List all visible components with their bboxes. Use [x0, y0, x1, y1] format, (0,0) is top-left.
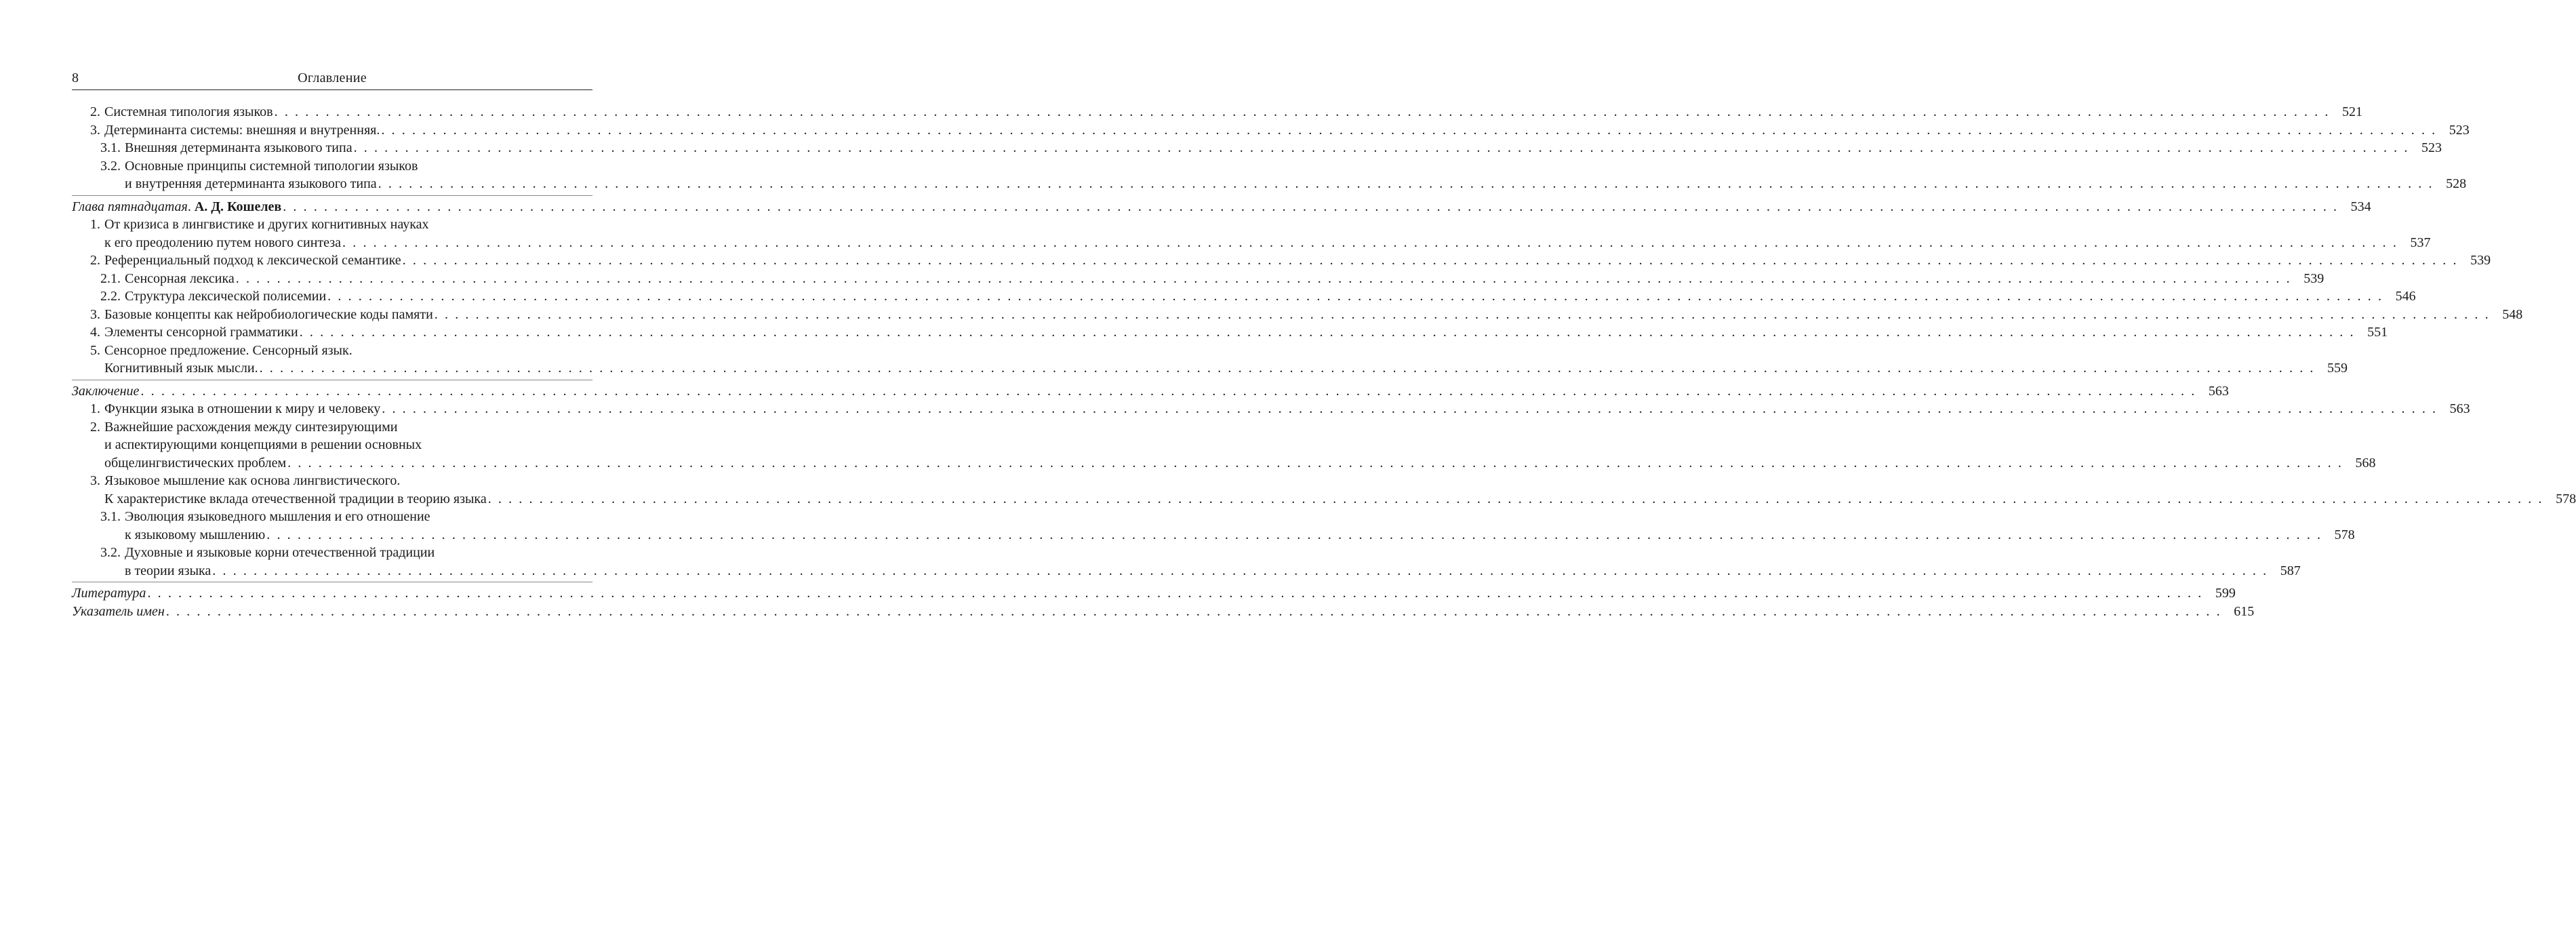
- toc-number: 5.: [90, 342, 100, 358]
- dot-leader: . . . . . . . . . . . . . . . . . . . . . . . . . . . . . . . . . . . . . . . . . . . . . . . . . . . . . . . . . . . . . . . . . . . . . . . . . . . . . . . . . . . . . . . . . . . . . . . . . . . . . . . . . . . . . . . . . . . . . . . . . . . . . . . . . . . . . . . . . . . . . . . . . . . . . . . . . . . . . . . . . . . . . . . . . . . . . . . . . . . . . . . . . . . . . . . . . . . . . . . .: [165, 603, 2222, 619]
- dot-leader: . . . . . . . . . . . . . . . . . . . . . . . . . . . . . . . . . . . . . . . . . . . . . . . . . . . . . . . . . . . . . . . . . . . . . . . . . . . . . . . . . . . . . . . . . . . . . . . . . . . . . . . . . . . . . . . . . . . . . . . . . . . . . . . . . . . . . . . . . . . . . . . . . . . . . . . . . . . . . . . . . . . . . . . . . . . . . . . . . . . . . . . . . . . . . . . . . . . . . . . .: [342, 235, 2398, 250]
- toc-page-number: 559: [2327, 361, 2348, 376]
- toc-chapter: [72, 584, 146, 603]
- page-number: 8: [72, 71, 79, 85]
- toc-line: [72, 342, 592, 360]
- dot-leader: . . . . . . . . . . . . . . . . . . . . . . . . . . . . . . . . . . . . . . . . . . . . . . . . . . . . . . . . . . . . . . . . . . . . . . . . . . . . . . . . . . . . . . . . . . . . . . . . . . . . . . . . . . . . . . . . . . . . . . . . . . . . . . . . . . . . . . . . . . . . . . . . . . . . . . . . . . . . . . . . . . . . . . . . . . . . . . . . . . . . . . . . . . . . . . . . . . . . . . . .: [402, 253, 2459, 268]
- toc-text: к его преодолению путем нового синтеза: [104, 235, 342, 250]
- toc-line: [72, 508, 592, 526]
- dot-leader: . . . . . . . . . . . . . . . . . . . . . . . . . . . . . . . . . . . . . . . . . . . . . . . . . . . . . . . . . . . . . . . . . . . . . . . . . . . . . . . . . . . . . . . . . . . . . . . . . . . . . . . . . . . . . . . . . . . . . . . . . . . . . . . . . . . . . . . . . . . . . . . . . . . . . . . . . . . . . . . . . . . . . . . . . . . . . . . . . . . . . . . . . . . . . . . . . . . . . . . .: [487, 491, 2544, 506]
- toc-number: 2.1.: [100, 271, 121, 286]
- toc-text: Важнейшие расхождения между синтезирующими: [104, 419, 398, 435]
- toc-number: 2.: [90, 104, 100, 119]
- toc-line: [72, 436, 592, 454]
- dot-leader: . . . . . . . . . . . . . . . . . . . . . . . . . . . . . . . . . . . . . . . . . . . . . . . . . . . . . . . . . . . . . . . . . . . . . . . . . . . . . . . . . . . . . . . . . . . . . . . . . . . . . . . . . . . . . . . . . . . . . . . . . . . . . . . . . . . . . . . . . . . . . . . . . . . . . . . . . . . . . . . . . . . . . . . . . . . . . . . . . . . . . . . . . . . . . . . . . . . . . . . .: [283, 199, 2339, 214]
- toc-line: [72, 323, 2388, 342]
- chapter-separator: .: [187, 199, 195, 214]
- toc-entry: [72, 603, 2255, 621]
- dot-leader: . . . . . . . . . . . . . . . . . . . . . . . . . . . . . . . . . . . . . . . . . . . . . . . . . . . . . . . . . . . . . . . . . . . . . . . . . . . . . . . . . . . . . . . . . . . . . . . . . . . . . . . . . . . . . . . . . . . . . . . . . . . . . . . . . . . . . . . . . . . . . . . . . . . . . . . . . . . . . . . . . . . . . . . . . . . . . . . . . . . . . . . . . . . . . . . . . . . . . . . .: [434, 306, 2491, 322]
- toc-number: 2.: [90, 253, 100, 268]
- running-title: Оглавление: [298, 71, 367, 85]
- toc-page-number: 548: [2502, 306, 2523, 322]
- section-divider: [72, 195, 592, 196]
- toc-text: к языковому мышлению: [125, 527, 266, 542]
- toc-text: Языковое мышление как основа лингвистического.: [104, 473, 401, 488]
- table-of-contents: [72, 103, 2576, 620]
- toc-text: Детерминанта системы: внешняя и внутренняя.: [104, 122, 380, 138]
- toc-text: Референциальный подход к лексической семантике: [104, 253, 401, 268]
- toc-number: 2.: [90, 419, 100, 435]
- toc-chapter: [72, 198, 281, 216]
- toc-page-number: 537: [2410, 235, 2431, 250]
- toc-entry: [72, 584, 2236, 603]
- toc-text: Внешняя детерминанта языкового типа: [125, 140, 353, 155]
- dot-leader: . . . . . . . . . . . . . . . . . . . . . . . . . . . . . . . . . . . . . . . . . . . . . . . . . . . . . . . . . . . . . . . . . . . . . . . . . . . . . . . . . . . . . . . . . . . . . . . . . . . . . . . . . . . . . . . . . . . . . . . . . . . . . . . . . . . . . . . . . . . . . . . . . . . . . . . . . . . . . . . . . . . . . . . . . . . . . . . . . . . . . . . . . . . . . . . . . . . . . . . .: [266, 527, 2322, 542]
- toc-line: [72, 103, 2363, 121]
- toc-entry: [72, 139, 2442, 157]
- toc-text: Структура лексической полисемии: [125, 289, 327, 304]
- toc-entry: [72, 418, 2376, 473]
- toc-line: [72, 270, 2325, 288]
- toc-chapter: [72, 603, 165, 621]
- toc-page-number: 521: [2342, 104, 2363, 119]
- toc-number: 1.: [90, 401, 100, 416]
- toc-page-number: 539: [2303, 271, 2325, 286]
- toc-text: Базовые концепты как нейробиологические коды памяти: [104, 306, 433, 322]
- dot-leader: . . . . . . . . . . . . . . . . . . . . . . . . . . . . . . . . . . . . . . . . . . . . . . . . . . . . . . . . . . . . . . . . . . . . . . . . . . . . . . . . . . . . . . . . . . . . . . . . . . . . . . . . . . . . . . . . . . . . . . . . . . . . . . . . . . . . . . . . . . . . . . . . . . . . . . . . . . . . . . . . . . . . . . . . . . . . . . . . . . . . . . . . . . . . . . . . . . . . . . . .: [235, 271, 2292, 286]
- toc-chapter: [72, 382, 139, 401]
- toc-entry: [72, 287, 2416, 306]
- toc-line: [72, 526, 2355, 544]
- toc-text: Основные принципы системной типологии языков: [125, 158, 418, 174]
- toc-line: [72, 418, 592, 437]
- dot-leader: . . . . . . . . . . . . . . . . . . . . . . . . . . . . . . . . . . . . . . . . . . . . . . . . . . . . . . . . . . . . . . . . . . . . . . . . . . . . . . . . . . . . . . . . . . . . . . . . . . . . . . . . . . . . . . . . . . . . . . . . . . . . . . . . . . . . . . . . . . . . . . . . . . . . . . . . . . . . . . . . . . . . . . . . . . . . . . . . . . . . . . . . . . . . . . . . . . . . . . . .: [381, 122, 2437, 138]
- toc-text: в теории языка: [125, 563, 212, 578]
- toc-page-number: 539: [2470, 253, 2491, 268]
- toc-line: [72, 234, 2431, 252]
- toc-line: [72, 306, 2523, 324]
- chapter-title: Заключение: [72, 383, 140, 399]
- dot-leader: . . . . . . . . . . . . . . . . . . . . . . . . . . . . . . . . . . . . . . . . . . . . . . . . . . . . . . . . . . . . . . . . . . . . . . . . . . . . . . . . . . . . . . . . . . . . . . . . . . . . . . . . . . . . . . . . . . . . . . . . . . . . . . . . . . . . . . . . . . . . . . . . . . . . . . . . . . . . . . . . . . . . . . . . . . . . . . . . . . . . . . . . . . . . . . . . . . . . . . . .: [147, 586, 2203, 601]
- toc-entry: [72, 306, 2523, 324]
- toc-text: Когнитивный язык мысли.: [104, 361, 258, 376]
- toc-line: [72, 562, 2301, 580]
- toc-text: и внутренняя детерминанта языкового типа: [125, 176, 377, 191]
- toc-text: От кризиса в лингвистике и других когнитивных науках: [104, 217, 429, 232]
- dot-leader: . . . . . . . . . . . . . . . . . . . . . . . . . . . . . . . . . . . . . . . . . . . . . . . . . . . . . . . . . . . . . . . . . . . . . . . . . . . . . . . . . . . . . . . . . . . . . . . . . . . . . . . . . . . . . . . . . . . . . . . . . . . . . . . . . . . . . . . . . . . . . . . . . . . . . . . . . . . . . . . . . . . . . . . . . . . . . . . . . . . . . . . . . . . . . . . . . . . . . . . .: [259, 361, 2315, 376]
- toc-line: [72, 490, 2576, 508]
- toc-entry: [72, 544, 2301, 580]
- toc-line: [72, 139, 2442, 157]
- header-rule: [72, 89, 592, 90]
- toc-entry: [72, 342, 2348, 378]
- toc-number: 3.: [90, 306, 100, 322]
- toc-page-number: 599: [2215, 586, 2236, 601]
- toc-entry: [72, 252, 2491, 270]
- toc-text: и аспектирующими концепциями в решении основных: [104, 437, 422, 452]
- toc-line: [72, 584, 2236, 603]
- toc-line: [72, 544, 592, 562]
- toc-text: Функции языка в отношении к миру и человеку: [104, 401, 381, 416]
- dot-leader: . . . . . . . . . . . . . . . . . . . . . . . . . . . . . . . . . . . . . . . . . . . . . . . . . . . . . . . . . . . . . . . . . . . . . . . . . . . . . . . . . . . . . . . . . . . . . . . . . . . . . . . . . . . . . . . . . . . . . . . . . . . . . . . . . . . . . . . . . . . . . . . . . . . . . . . . . . . . . . . . . . . . . . . . . . . . . . . . . . . . . . . . . . . . . . . . . . . . . . . .: [299, 325, 2356, 340]
- toc-entry: [72, 508, 2355, 544]
- toc-number: 3.: [90, 473, 100, 488]
- toc-entry: [72, 323, 2388, 342]
- dot-leader: . . . . . . . . . . . . . . . . . . . . . . . . . . . . . . . . . . . . . . . . . . . . . . . . . . . . . . . . . . . . . . . . . . . . . . . . . . . . . . . . . . . . . . . . . . . . . . . . . . . . . . . . . . . . . . . . . . . . . . . . . . . . . . . . . . . . . . . . . . . . . . . . . . . . . . . . . . . . . . . . . . . . . . . . . . . . . . . . . . . . . . . . . . . . . . . . . . . . . . . .: [353, 140, 2409, 155]
- dot-leader: . . . . . . . . . . . . . . . . . . . . . . . . . . . . . . . . . . . . . . . . . . . . . . . . . . . . . . . . . . . . . . . . . . . . . . . . . . . . . . . . . . . . . . . . . . . . . . . . . . . . . . . . . . . . . . . . . . . . . . . . . . . . . . . . . . . . . . . . . . . . . . . . . . . . . . . . . . . . . . . . . . . . . . . . . . . . . . . . . . . . . . . . . . . . . . . . . . . . . . . .: [140, 383, 2196, 399]
- toc-text: общелингвистических проблем: [104, 455, 287, 470]
- toc-line: [72, 400, 2470, 418]
- running-header: [72, 71, 592, 91]
- toc-text: Элементы сенсорной грамматики: [104, 325, 298, 340]
- toc-page-number: 568: [2355, 455, 2376, 470]
- toc-line: [72, 175, 2467, 193]
- toc-number: 3.1.: [100, 140, 121, 155]
- toc-page-number: 563: [2208, 383, 2229, 399]
- toc-text: Сенсорное предложение. Сенсорный язык.: [104, 342, 353, 358]
- toc-number: 3.2.: [100, 158, 121, 174]
- toc-entry: [72, 121, 2470, 140]
- toc-line: [72, 382, 2229, 401]
- toc-line: [72, 454, 2376, 473]
- toc-line: [72, 359, 2348, 378]
- toc-number: 4.: [90, 325, 100, 340]
- toc-page-number: 523: [2421, 140, 2442, 155]
- toc-number: 3.2.: [100, 545, 121, 560]
- toc-page-number: 534: [2350, 199, 2371, 214]
- toc-text: Системная типология языков: [104, 104, 273, 119]
- dot-leader: . . . . . . . . . . . . . . . . . . . . . . . . . . . . . . . . . . . . . . . . . . . . . . . . . . . . . . . . . . . . . . . . . . . . . . . . . . . . . . . . . . . . . . . . . . . . . . . . . . . . . . . . . . . . . . . . . . . . . . . . . . . . . . . . . . . . . . . . . . . . . . . . . . . . . . . . . . . . . . . . . . . . . . . . . . . . . . . . . . . . . . . . . . . . . . . . . . . . . . . .: [212, 563, 2268, 578]
- dot-leader: . . . . . . . . . . . . . . . . . . . . . . . . . . . . . . . . . . . . . . . . . . . . . . . . . . . . . . . . . . . . . . . . . . . . . . . . . . . . . . . . . . . . . . . . . . . . . . . . . . . . . . . . . . . . . . . . . . . . . . . . . . . . . . . . . . . . . . . . . . . . . . . . . . . . . . . . . . . . . . . . . . . . . . . . . . . . . . . . . . . . . . . . . . . . . . . . . . . . . . . .: [382, 401, 2438, 416]
- chapter-title: Указатель имен: [72, 603, 165, 619]
- toc-page-number: 528: [2446, 176, 2467, 191]
- toc-entry: [72, 400, 2470, 418]
- toc-line: [72, 121, 2470, 140]
- toc-page-number: 587: [2280, 563, 2301, 578]
- toc-line: [72, 603, 2255, 621]
- toc-entry: [72, 382, 2229, 401]
- toc-number: 3.1.: [100, 509, 121, 524]
- toc-entry: [72, 198, 2371, 216]
- dot-leader: . . . . . . . . . . . . . . . . . . . . . . . . . . . . . . . . . . . . . . . . . . . . . . . . . . . . . . . . . . . . . . . . . . . . . . . . . . . . . . . . . . . . . . . . . . . . . . . . . . . . . . . . . . . . . . . . . . . . . . . . . . . . . . . . . . . . . . . . . . . . . . . . . . . . . . . . . . . . . . . . . . . . . . . . . . . . . . . . . . . . . . . . . . . . . . . . . . . . . . . .: [274, 104, 2331, 119]
- toc-text: Духовные и языковые корни отечественной традиции: [125, 545, 435, 560]
- toc-entry: [72, 472, 2576, 508]
- toc-line: [72, 216, 592, 234]
- chapter-title: Глава пятнадцатая: [72, 199, 188, 214]
- toc-entry: [72, 157, 2467, 193]
- toc-page-number: 523: [2449, 122, 2470, 138]
- toc-number: 2.2.: [100, 289, 121, 304]
- toc-page-number: 578: [2334, 527, 2355, 542]
- toc-entry: [72, 270, 2325, 288]
- toc-number: 3.: [90, 122, 100, 138]
- chapter-title: Литература: [72, 586, 146, 601]
- toc-entry: [72, 216, 2431, 252]
- chapter-author: А. Д. Кошелев: [194, 199, 282, 214]
- toc-line: [72, 252, 2491, 270]
- toc-text: Сенсорная лексика: [125, 271, 235, 286]
- toc-page-number: 551: [2367, 325, 2388, 340]
- toc-page-number: 563: [2449, 401, 2470, 416]
- toc-line: [72, 157, 592, 176]
- dot-leader: . . . . . . . . . . . . . . . . . . . . . . . . . . . . . . . . . . . . . . . . . . . . . . . . . . . . . . . . . . . . . . . . . . . . . . . . . . . . . . . . . . . . . . . . . . . . . . . . . . . . . . . . . . . . . . . . . . . . . . . . . . . . . . . . . . . . . . . . . . . . . . . . . . . . . . . . . . . . . . . . . . . . . . . . . . . . . . . . . . . . . . . . . . . . . . . . . . . . . . . .: [378, 176, 2434, 191]
- toc-number: 1.: [90, 217, 100, 232]
- toc-line: [72, 472, 592, 490]
- toc-text: Эволюция языковедного мышления и его отношение: [125, 509, 430, 524]
- dot-leader: . . . . . . . . . . . . . . . . . . . . . . . . . . . . . . . . . . . . . . . . . . . . . . . . . . . . . . . . . . . . . . . . . . . . . . . . . . . . . . . . . . . . . . . . . . . . . . . . . . . . . . . . . . . . . . . . . . . . . . . . . . . . . . . . . . . . . . . . . . . . . . . . . . . . . . . . . . . . . . . . . . . . . . . . . . . . . . . . . . . . . . . . . . . . . . . . . . . . . . . .: [327, 289, 2383, 304]
- toc-page-number: 546: [2395, 289, 2416, 304]
- toc-line: [72, 287, 2416, 306]
- toc-entry: [72, 103, 2363, 121]
- toc-page-number: 578: [2556, 491, 2576, 506]
- toc-line: [72, 198, 2371, 216]
- toc-text: К характеристике вклада отечественной традиции в теорию языка: [104, 491, 487, 506]
- dot-leader: . . . . . . . . . . . . . . . . . . . . . . . . . . . . . . . . . . . . . . . . . . . . . . . . . . . . . . . . . . . . . . . . . . . . . . . . . . . . . . . . . . . . . . . . . . . . . . . . . . . . . . . . . . . . . . . . . . . . . . . . . . . . . . . . . . . . . . . . . . . . . . . . . . . . . . . . . . . . . . . . . . . . . . . . . . . . . . . . . . . . . . . . . . . . . . . . . . . . . . . .: [287, 455, 2343, 470]
- toc-page-number: 615: [2234, 603, 2255, 619]
